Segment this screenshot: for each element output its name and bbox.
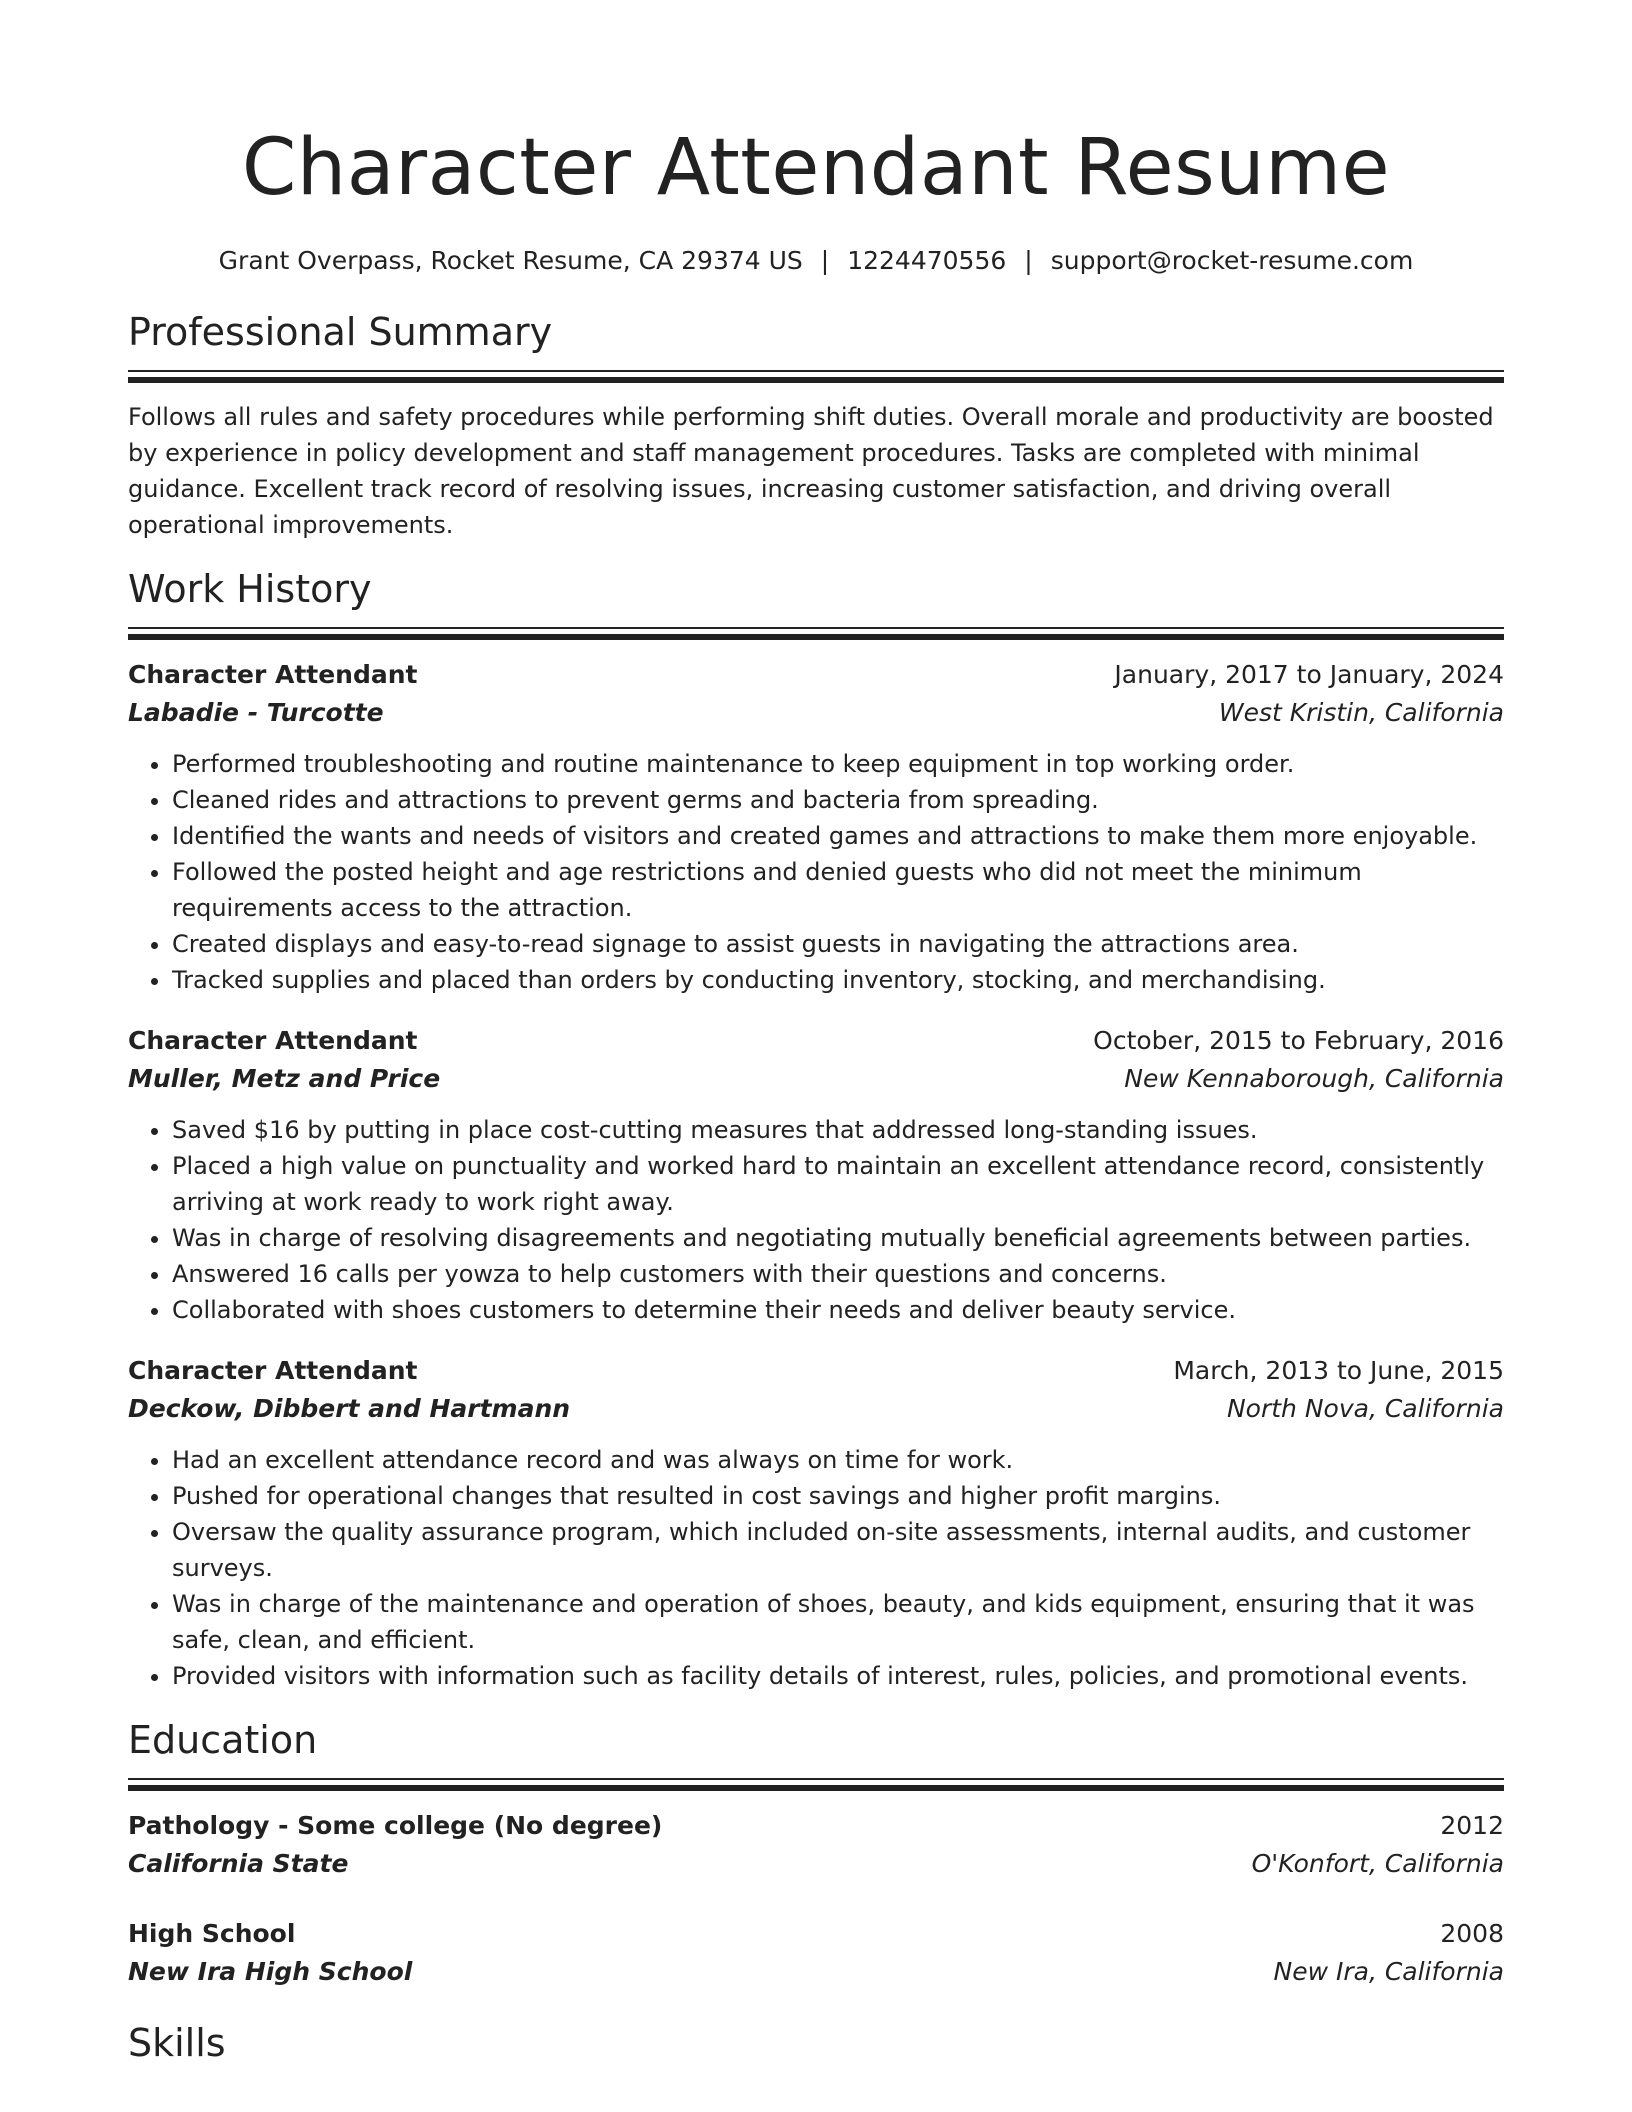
education-header-row xyxy=(128,1915,1504,1953)
contact-separator: | xyxy=(1024,246,1033,275)
list-item: • Placed a high value on punctuality and worked hard to maintain an excellent attendance record, consistently arriving at work ready to work right away. xyxy=(172,1148,1504,1220)
contact-address: Grant Overpass, Rocket Resume, CA 29374 US xyxy=(218,246,803,275)
contact-separator: | xyxy=(820,246,830,275)
contact-line xyxy=(128,244,1504,278)
job-entry xyxy=(128,1022,1504,1328)
education-school-row xyxy=(128,1845,1504,1883)
education-year: 2008 xyxy=(1440,1919,1504,1948)
education-section xyxy=(128,1716,1504,1991)
job-entry xyxy=(128,1352,1504,1694)
contact-email[interactable]: support@rocket-resume.com xyxy=(1050,246,1414,275)
education-school: New Ira High School xyxy=(128,1957,413,1986)
education-degree: Pathology - Some college (No degree) xyxy=(128,1811,663,1840)
job-dates: March, 2013 to June, 2015 xyxy=(1173,1356,1504,1385)
job-bullets xyxy=(128,1442,1504,1694)
list-item: • Created displays and easy-to-read signage to assist guests in navigating the attractions area. xyxy=(172,926,1504,962)
job-entry xyxy=(128,656,1504,998)
section-divider xyxy=(128,627,1504,629)
list-item: • Provided visitors with information such as facility details of interest, rules, policies, and promotional events. xyxy=(172,1658,1504,1694)
list-item: • Was in charge of the maintenance and operation of shoes, beauty, and kids equipment, ensuring that it was safe, clean, and efficient. xyxy=(172,1586,1504,1658)
education-header-row xyxy=(128,1807,1504,1845)
section-divider-thick xyxy=(128,377,1504,383)
work-history-section xyxy=(128,565,1504,1694)
section-divider xyxy=(128,370,1504,372)
education-degree: High School xyxy=(128,1919,296,1948)
list-item: • Was in charge of resolving disagreements and negotiating mutually beneficial agreements between parties. xyxy=(172,1220,1504,1256)
contact-phone: 1224470556 xyxy=(847,246,1007,275)
job-header-row xyxy=(128,1352,1504,1390)
list-item: • Identified the wants and needs of visitors and created games and attractions to make them more enjoyable. xyxy=(172,818,1504,854)
job-bullets xyxy=(128,1112,1504,1328)
job-header-row xyxy=(128,1022,1504,1060)
list-item: • Performed troubleshooting and routine maintenance to keep equipment in top working order. xyxy=(172,746,1504,782)
education-location: New Ira, California xyxy=(1273,1957,1504,1986)
section-divider-thick xyxy=(128,634,1504,640)
job-company: Labadie - Turcotte xyxy=(128,698,384,727)
list-item: • Saved $16 by putting in place cost-cutting measures that addressed long-standing issues. xyxy=(172,1112,1504,1148)
job-title: Character Attendant xyxy=(128,1356,418,1385)
education-location: O'Konfort, California xyxy=(1251,1849,1504,1878)
summary-section xyxy=(128,308,1504,543)
job-location: West Kristin, California xyxy=(1218,698,1504,727)
skills-section xyxy=(128,2019,1504,2067)
education-school-row xyxy=(128,1953,1504,1991)
job-title: Character Attendant xyxy=(128,660,418,689)
education-entry xyxy=(128,1915,1504,1991)
list-item: • Oversaw the quality assurance program, which included on-site assessments, internal audits, and customer surveys. xyxy=(172,1514,1504,1586)
job-location: North Nova, California xyxy=(1226,1394,1504,1423)
list-item: • Pushed for operational changes that resulted in cost savings and higher profit margins. xyxy=(172,1478,1504,1514)
summary-text: Follows all rules and safety procedures while performing shift duties. Overall morale and productivity are boosted by experience in policy development and staff management procedures. Tasks are completed with minimal guidance. Excellent track record of resolving issues, increasing customer satisfaction, and driving overall operational improvements. xyxy=(128,403,1494,539)
job-company: Muller, Metz and Price xyxy=(128,1064,441,1093)
resume-title: Character Attendant Resume xyxy=(241,123,1391,213)
resume-page xyxy=(128,0,1504,2067)
summary-heading: Professional Summary xyxy=(128,310,553,354)
job-title: Character Attendant xyxy=(128,1026,418,1055)
work-history-heading: Work History xyxy=(128,567,372,611)
skills-heading: Skills xyxy=(128,2021,226,2065)
job-location: New Kennaborough, California xyxy=(1124,1064,1504,1093)
section-divider-thick xyxy=(128,1785,1504,1791)
list-item: • Had an excellent attendance record and was always on time for work. xyxy=(172,1442,1504,1478)
list-item: • Followed the posted height and age restrictions and denied guests who did not meet the minimum requirements access to the attraction. xyxy=(172,854,1504,926)
list-item: • Collaborated with shoes customers to determine their needs and deliver beauty service. xyxy=(172,1292,1504,1328)
job-bullets xyxy=(128,746,1504,998)
education-entry xyxy=(128,1807,1504,1883)
list-item: • Tracked supplies and placed than orders by conducting inventory, stocking, and merchandising. xyxy=(172,962,1504,998)
job-header-row xyxy=(128,656,1504,694)
job-company: Deckow, Dibbert and Hartmann xyxy=(128,1394,571,1423)
list-item: • Cleaned rides and attractions to prevent germs and bacteria from spreading. xyxy=(172,782,1504,818)
job-company-row xyxy=(128,1060,1504,1098)
education-heading: Education xyxy=(128,1718,318,1762)
job-dates: October, 2015 to February, 2016 xyxy=(1093,1026,1504,1055)
job-company-row xyxy=(128,1390,1504,1428)
education-school: California State xyxy=(128,1849,349,1878)
job-dates: January, 2017 to January, 2024 xyxy=(1114,660,1504,689)
education-year: 2012 xyxy=(1440,1811,1504,1840)
list-item: • Answered 16 calls per yowza to help customers with their questions and concerns. xyxy=(172,1256,1504,1292)
job-company-row xyxy=(128,694,1504,732)
section-divider xyxy=(128,1778,1504,1780)
